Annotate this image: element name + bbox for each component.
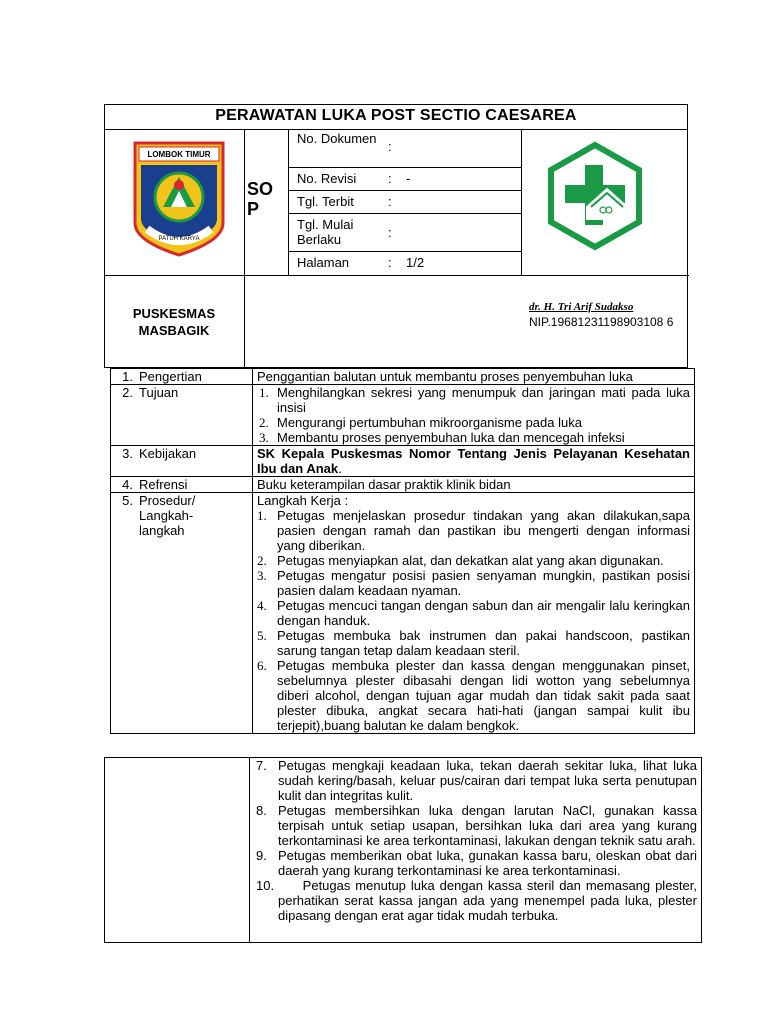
- item-text: Petugas mencuci tangan dengan sabun dan air mengalir lalu keringkan dengan handuk.: [277, 598, 690, 628]
- list-item: [257, 553, 690, 568]
- row-label-text: Pengertian: [139, 369, 202, 384]
- divider: [288, 167, 521, 168]
- row-tujuan: [111, 385, 694, 446]
- prosedur-continued: [250, 758, 701, 942]
- sop-header-table: [104, 104, 688, 368]
- signature-block: [529, 300, 685, 330]
- item-number: 1.: [259, 385, 269, 400]
- row-number: 4.: [122, 477, 133, 492]
- item-number: 3.: [257, 568, 267, 583]
- row-label: [111, 446, 253, 476]
- item-text: Menghilangkan sekresi yang menumpuk dan jaringan mati pada luka insisi: [277, 385, 690, 415]
- list-item: [256, 848, 697, 878]
- row-label: [111, 477, 253, 492]
- meta-key: Halaman: [297, 255, 350, 270]
- item-number: 2.: [259, 415, 269, 430]
- lombok-timur-emblem-icon: [133, 141, 225, 257]
- prosedur-content: [253, 493, 694, 733]
- sop-continuation-table: [104, 757, 702, 943]
- organization-line2: MASBAGIK: [138, 323, 210, 338]
- list-item: [257, 598, 690, 628]
- list-item: [257, 658, 690, 733]
- item-number: 3.: [259, 430, 269, 445]
- kebijakan-text: [253, 446, 694, 476]
- divider: [288, 251, 521, 252]
- item-number: 8.: [256, 803, 267, 818]
- sop-label-line2: P: [247, 199, 260, 219]
- item-number: 7.: [256, 758, 267, 773]
- list-item: [257, 508, 690, 553]
- row-number: 2.: [122, 385, 133, 400]
- kebijakan-tail: .: [338, 461, 342, 476]
- item-text: Petugas menjelaskan prosedur tindakan yang akan dilakukan,sapa pasien dengan ramah dan pastikan ibu mengerti dengan informasi yang diberikan.: [277, 508, 690, 553]
- meta-value: 1/2: [406, 255, 425, 270]
- row-label-text: Kebijakan: [139, 446, 197, 461]
- organization-line1: PUSKESMAS: [132, 306, 216, 321]
- list-item: [256, 803, 697, 848]
- list-item: [257, 628, 690, 658]
- meta-key: No. Dokumen: [297, 131, 377, 146]
- list-item: [256, 758, 697, 803]
- item-text: Petugas memberikan obat luka, gunakan kassa baru, oleskan obat dari daerah yang kurang terkontaminasi ke area terkontaminasi.: [278, 848, 697, 878]
- row-kebijakan: [111, 446, 694, 477]
- item-text: Membantu proses penyembuhan luka dan mencegah infeksi: [277, 430, 625, 445]
- sop-content-table: [110, 368, 695, 734]
- divider: [244, 129, 245, 369]
- meta-separator: :: [388, 171, 392, 186]
- item-number: 9.: [256, 848, 267, 863]
- item-text: Petugas mengkaji keadaan luka, tekan daerah sekitar luka, lihat luka sudah kering/basah, keluar pus/cairan dari tempat luka serta penutupan kulit dan integritas kulit.: [278, 758, 697, 803]
- signer-name: dr. H. Tri Arif Sudakso: [529, 301, 634, 313]
- item-text: Petugas menyiapkan alat, dan dekatkan alat yang akan digunakan.: [277, 553, 664, 568]
- item-number: 4.: [257, 598, 267, 613]
- row-label: [111, 385, 253, 445]
- meta-separator: :: [388, 255, 392, 270]
- document-title: PERAWATAN LUKA POST SECTIO CAESAREA: [105, 105, 687, 130]
- item-number: 1.: [257, 508, 267, 523]
- meta-value: -: [406, 171, 411, 186]
- logo-text-top: LOMBOK TIMUR: [147, 150, 211, 159]
- list-item: [257, 385, 690, 415]
- item-number: 6.: [257, 658, 267, 673]
- row-number: 1.: [122, 369, 133, 384]
- divider: [521, 129, 522, 275]
- logo-text-bottom: PATUH KARYA: [158, 236, 200, 242]
- row-label-text: Prosedur/: [139, 493, 196, 508]
- item-text: Petugas menutup luka dengan kassa steril dan memasang plester, perhatikan serat kassa jangan ada yang menempel pada luka, plester dipasang dengan erat agar tidak mudah terbuka.: [278, 878, 701, 923]
- item-text: Petugas mengatur posisi pasien senyaman mungkin, pastikan posisi pasien dalam keadaan nyaman.: [277, 568, 690, 598]
- meta-separator: :: [388, 225, 392, 240]
- divider: [288, 190, 521, 191]
- puskesmas-logo-icon: [547, 141, 643, 251]
- row-label-text: langkah: [139, 523, 185, 538]
- row-label-text: Tujuan: [139, 385, 179, 400]
- signer-nip: NIP.19681231198903108 6: [529, 315, 674, 329]
- meta-key: Tgl. Mulai Berlaku: [297, 217, 354, 247]
- list-item: [257, 568, 690, 598]
- list-item: [257, 415, 690, 430]
- divider: [288, 213, 521, 214]
- meta-key: Tgl. Terbit: [297, 194, 354, 209]
- pengertian-text: Penggantian balutan untuk membantu proses penyembuhan luka: [257, 369, 633, 384]
- sop-label-line1: SO: [247, 179, 274, 199]
- divider: [288, 129, 289, 275]
- item-text: Petugas membuka bak instrumen dan pakai handscoon, pastikan sarung tangan tetap dalam keadaan steril.: [277, 628, 690, 658]
- row-label-text: Langkah-: [139, 508, 194, 523]
- row-label: [111, 369, 253, 384]
- item-number: 5.: [257, 628, 267, 643]
- list-item: [257, 430, 690, 445]
- prosedur-intro: Langkah Kerja :: [257, 493, 349, 508]
- row-number: 3.: [122, 446, 133, 461]
- item-number: 10.: [256, 878, 275, 893]
- row-label-text: Refrensi: [139, 477, 188, 492]
- row-number: 5.: [122, 493, 133, 508]
- row-label: [111, 493, 253, 733]
- row-pengertian: [111, 369, 694, 385]
- item-text: Petugas membersihkan luka dengan larutan NaCl, gunakan kassa terpisah untuk setiap usapan, bersihkan luka dari area yang kurang terkontaminasi ke area terkontaminasi, lakukan dengan teknik satu arah.: [278, 803, 697, 848]
- row-prosedur: [111, 493, 694, 733]
- item-text: Mengurangi pertumbuhan mikroorganisme pada luka: [277, 415, 582, 430]
- row-referensi: [111, 477, 694, 493]
- list-item: [256, 878, 701, 923]
- empty-label-cell: [105, 758, 250, 942]
- meta-key: No. Revisi: [297, 171, 357, 186]
- item-number: 2.: [257, 553, 267, 568]
- meta-separator: :: [388, 139, 392, 154]
- item-text: Petugas membuka plester dan kassa dengan menggunakan pinset, sebelumnya plester dibasahi dengan lidi wotton yang sebelumnya diberi alcohol, dengan tujuan agar mudah dan tidak sakit pada saat plester dibuka, angkat secara hati-hati (jangan sampai kulit ibu terjepit),buang balutan ke dalam bengkok.: [277, 658, 690, 733]
- sop-label: [247, 179, 287, 219]
- meta-separator: :: [388, 194, 392, 209]
- divider: [105, 275, 689, 276]
- tujuan-list: [253, 385, 694, 445]
- kebijakan-bold: SK Kepala Puskesmas Nomor Tentang Jenis Pelayanan Kesehatan Ibu dan Anak: [257, 446, 690, 476]
- referensi-text: Buku keterampilan dasar praktik klinik bidan: [257, 477, 511, 492]
- organization-name: [105, 305, 243, 339]
